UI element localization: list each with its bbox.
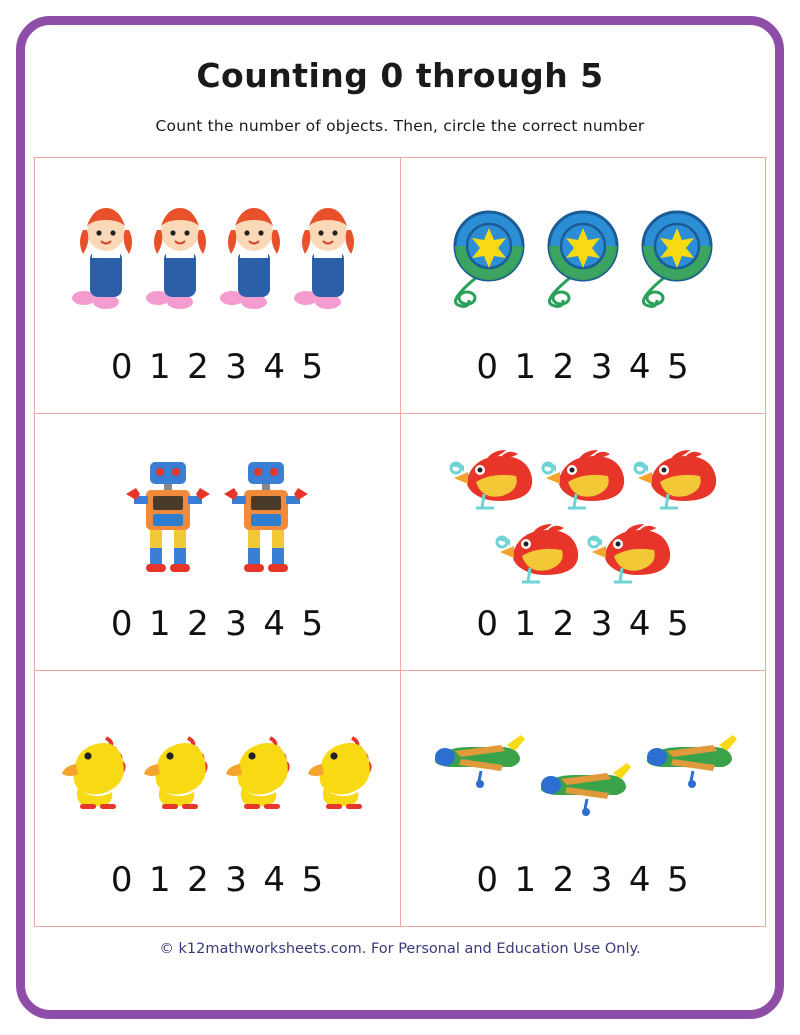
number-choice-2[interactable]: 2 [552, 860, 575, 900]
number-choice-0[interactable]: 0 [476, 860, 499, 900]
doll-icon [292, 206, 364, 311]
number-choice-4[interactable]: 4 [628, 860, 652, 900]
problems-grid [34, 157, 766, 927]
yo-yo-icon [537, 206, 629, 311]
bird-icon [584, 516, 674, 588]
number-choice-0[interactable]: 0 [476, 347, 499, 388]
bird-icon [492, 516, 582, 588]
problem-6-objects [407, 683, 760, 860]
robot-icon [218, 450, 314, 580]
duck-icon [218, 728, 298, 814]
airplane-icon [531, 757, 635, 821]
number-choice-3[interactable]: 3 [590, 860, 613, 900]
number-choice-3[interactable]: 3 [590, 347, 613, 388]
number-choice-0[interactable]: 0 [476, 603, 499, 644]
duck-icon [54, 728, 134, 814]
bird-icon [630, 442, 720, 514]
number-choice-5[interactable]: 5 [301, 603, 324, 644]
yo-yo-icon [631, 206, 723, 311]
number-choice-0[interactable]: 0 [110, 860, 133, 900]
number-choice-4[interactable]: 4 [263, 603, 286, 644]
number-choice-1[interactable]: 1 [148, 860, 172, 900]
bird-icon [538, 442, 628, 514]
instructions-text: Count the number of objects. Then, circle the correct number [155, 117, 645, 135]
footer-credit: © k12mathworksheets.com. For Personal and Education Use Only. [159, 941, 641, 957]
number-choice-2[interactable]: 2 [187, 860, 210, 900]
problem-3 [35, 414, 401, 670]
doll-icon [70, 206, 142, 311]
number-choice-3[interactable]: 3 [225, 860, 248, 900]
problem-4-number-choices [407, 604, 760, 664]
duck-icon [136, 728, 216, 814]
bird-icon [446, 442, 536, 514]
number-choice-2[interactable]: 2 [187, 603, 210, 644]
airplane-icon [637, 729, 741, 793]
problem-6 [401, 671, 767, 927]
number-choice-2[interactable]: 2 [187, 347, 210, 388]
number-choice-5[interactable]: 5 [301, 347, 324, 388]
problem-5-objects [41, 683, 394, 860]
number-choice-1[interactable]: 1 [514, 603, 537, 644]
number-choice-0[interactable]: 0 [110, 603, 133, 644]
doll-icon [218, 206, 290, 311]
airplane-icon [425, 729, 529, 793]
problem-3-number-choices [41, 604, 394, 664]
robot-icon [120, 450, 216, 580]
number-choice-5[interactable]: 5 [667, 603, 690, 644]
page-title: Counting 0 through 5 [196, 56, 604, 95]
number-choice-1[interactable]: 1 [148, 603, 172, 644]
number-choice-4[interactable]: 4 [263, 347, 286, 388]
problem-1 [35, 158, 401, 414]
problem-6-number-choices [407, 860, 760, 920]
number-choice-1[interactable]: 1 [514, 347, 537, 388]
problem-3-objects [41, 426, 394, 603]
duck-icon [300, 728, 380, 814]
number-choice-3[interactable]: 3 [225, 347, 248, 388]
doll-icon [144, 206, 216, 311]
number-choice-2[interactable]: 2 [552, 603, 575, 644]
problem-4-objects [407, 426, 760, 603]
problem-5 [35, 671, 401, 927]
number-choice-5[interactable]: 5 [301, 860, 324, 900]
number-choice-3[interactable]: 3 [225, 603, 248, 644]
number-choice-5[interactable]: 5 [667, 860, 690, 900]
problem-5-number-choices [41, 860, 394, 920]
number-choice-4[interactable]: 4 [263, 860, 286, 900]
yo-yo-icon [443, 206, 535, 311]
problem-2-number-choices [407, 347, 760, 407]
problem-4 [401, 414, 767, 670]
number-choice-5[interactable]: 5 [667, 347, 690, 388]
number-choice-4[interactable]: 4 [628, 603, 652, 644]
number-choice-4[interactable]: 4 [628, 347, 652, 388]
number-choice-2[interactable]: 2 [552, 347, 575, 388]
problem-1-number-choices [41, 347, 394, 407]
number-choice-1[interactable]: 1 [514, 860, 537, 900]
number-choice-1[interactable]: 1 [148, 347, 172, 388]
number-choice-0[interactable]: 0 [110, 347, 133, 388]
problem-1-objects [41, 170, 394, 347]
problem-2 [401, 158, 767, 414]
number-choice-3[interactable]: 3 [590, 603, 613, 644]
problem-2-objects [407, 170, 760, 347]
